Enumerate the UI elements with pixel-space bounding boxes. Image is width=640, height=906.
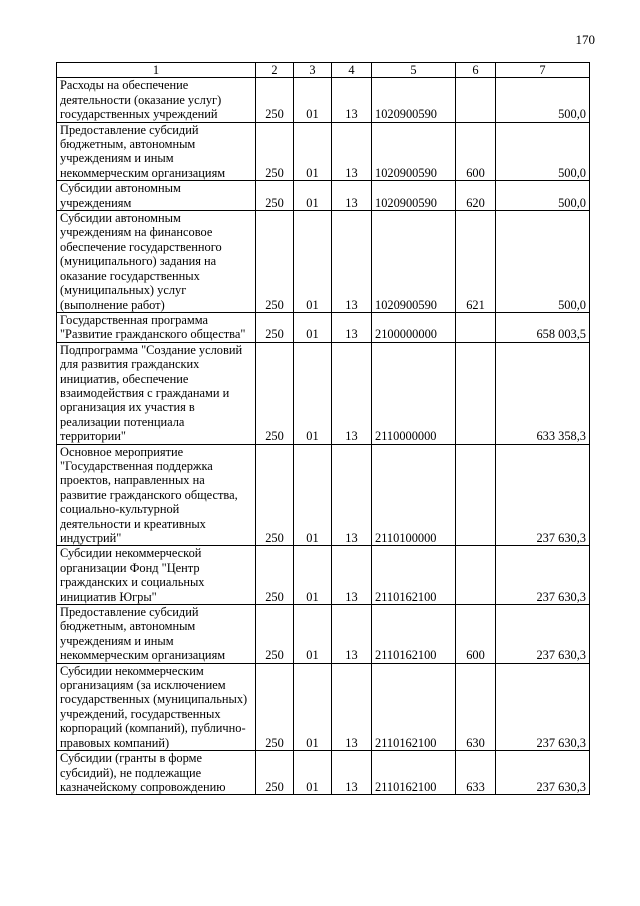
table-row: [57, 211, 590, 313]
cell-name: Субсидии автономным учреждениям: [57, 181, 256, 211]
cell-target-article: 2110162100: [372, 605, 456, 664]
cell-expense-type: [456, 444, 496, 546]
cell-subsection: 13: [332, 444, 372, 546]
cell-name: Предоставление субсидий бюджетным, автономным учреждениям и иным некоммерческим организациям: [57, 122, 256, 181]
cell-expense-type: 630: [456, 663, 496, 750]
cell-amount: 500,0: [496, 211, 590, 313]
cell-amount: 500,0: [496, 78, 590, 122]
cell-section: 01: [294, 342, 332, 444]
cell-target-article: 2110162100: [372, 751, 456, 795]
cell-target-article: 1020900590: [372, 211, 456, 313]
cell-name: Субсидии (гранты в форме субсидий), не подлежащие казначейскому сопровождению: [57, 751, 256, 795]
cell-subsection: 13: [332, 211, 372, 313]
cell-expense-type: [456, 78, 496, 122]
cell-subsection: 13: [332, 342, 372, 444]
cell-target-article: 1020900590: [372, 181, 456, 211]
cell-name: Субсидии некоммерческим организациям (за исключением государственных (муниципальных) учреждений, государственных корпораций (компаний), публично-правовых компаний): [57, 663, 256, 750]
table-row: [57, 122, 590, 181]
cell-admin-code: 250: [256, 605, 294, 664]
cell-amount: 237 630,3: [496, 663, 590, 750]
cell-name: Субсидии автономным учреждениям на финансовое обеспечение государственного (муниципального) задания на оказание государственных (муниципальных) услуг (выполнение работ): [57, 211, 256, 313]
cell-subsection: 13: [332, 605, 372, 664]
cell-expense-type: [456, 546, 496, 605]
cell-admin-code: 250: [256, 181, 294, 211]
cell-subsection: 13: [332, 122, 372, 181]
column-header: 4: [332, 63, 372, 78]
cell-name: Подпрограмма "Создание условий для развития гражданских инициатив, обеспечение взаимодействия с гражданами и организация их участия в реализации потенциала территории": [57, 342, 256, 444]
cell-admin-code: 250: [256, 78, 294, 122]
column-header: 7: [496, 63, 590, 78]
cell-subsection: 13: [332, 78, 372, 122]
page-number: 170: [575, 32, 595, 47]
column-header: 3: [294, 63, 332, 78]
cell-admin-code: 250: [256, 444, 294, 546]
cell-subsection: 13: [332, 312, 372, 342]
budget-table: [56, 62, 590, 795]
cell-amount: 237 630,3: [496, 605, 590, 664]
table-row: [57, 342, 590, 444]
cell-admin-code: 250: [256, 312, 294, 342]
cell-section: 01: [294, 605, 332, 664]
cell-expense-type: [456, 342, 496, 444]
cell-target-article: 1020900590: [372, 122, 456, 181]
cell-expense-type: [456, 312, 496, 342]
cell-target-article: 2110000000: [372, 342, 456, 444]
table-row: [57, 663, 590, 750]
header-row: [57, 63, 590, 78]
cell-subsection: 13: [332, 751, 372, 795]
cell-admin-code: 250: [256, 751, 294, 795]
cell-expense-type: 600: [456, 122, 496, 181]
cell-target-article: 2110162100: [372, 546, 456, 605]
cell-name: Предоставление субсидий бюджетным, автономным учреждениям и иным некоммерческим организациям: [57, 605, 256, 664]
cell-section: 01: [294, 78, 332, 122]
cell-section: 01: [294, 546, 332, 605]
cell-amount: 658 003,5: [496, 312, 590, 342]
cell-subsection: 13: [332, 181, 372, 211]
cell-admin-code: 250: [256, 122, 294, 181]
cell-amount: 237 630,3: [496, 444, 590, 546]
cell-expense-type: 620: [456, 181, 496, 211]
cell-amount: 633 358,3: [496, 342, 590, 444]
cell-subsection: 13: [332, 663, 372, 750]
cell-expense-type: 600: [456, 605, 496, 664]
cell-section: 01: [294, 181, 332, 211]
cell-amount: 237 630,3: [496, 751, 590, 795]
cell-section: 01: [294, 122, 332, 181]
cell-admin-code: 250: [256, 663, 294, 750]
cell-section: 01: [294, 444, 332, 546]
column-header: 6: [456, 63, 496, 78]
cell-expense-type: 621: [456, 211, 496, 313]
cell-expense-type: 633: [456, 751, 496, 795]
cell-target-article: 2110162100: [372, 663, 456, 750]
cell-amount: 500,0: [496, 181, 590, 211]
cell-name: Основное мероприятие "Государственная поддержка проектов, направленных на развитие гражданского общества, социально-культурной деятельности и креативных индустрий": [57, 444, 256, 546]
cell-amount: 237 630,3: [496, 546, 590, 605]
table-row: [57, 181, 590, 211]
table-row: [57, 78, 590, 122]
table-row: [57, 605, 590, 664]
column-header: 2: [256, 63, 294, 78]
cell-amount: 500,0: [496, 122, 590, 181]
cell-section: 01: [294, 211, 332, 313]
table-row: [57, 546, 590, 605]
cell-target-article: 1020900590: [372, 78, 456, 122]
column-header: 1: [57, 63, 256, 78]
cell-section: 01: [294, 663, 332, 750]
table-row: [57, 312, 590, 342]
cell-admin-code: 250: [256, 546, 294, 605]
cell-admin-code: 250: [256, 342, 294, 444]
cell-target-article: 2100000000: [372, 312, 456, 342]
cell-name: Субсидии некоммерческой организации Фонд "Центр гражданских и социальных инициатив Югры": [57, 546, 256, 605]
column-header: 5: [372, 63, 456, 78]
cell-target-article: 2110100000: [372, 444, 456, 546]
cell-subsection: 13: [332, 546, 372, 605]
cell-section: 01: [294, 312, 332, 342]
cell-name: Расходы на обеспечение деятельности (оказание услуг) государственных учреждений: [57, 78, 256, 122]
table-row: [57, 751, 590, 795]
cell-admin-code: 250: [256, 211, 294, 313]
cell-name: Государственная программа "Развитие гражданского общества": [57, 312, 256, 342]
table-row: [57, 444, 590, 546]
cell-section: 01: [294, 751, 332, 795]
